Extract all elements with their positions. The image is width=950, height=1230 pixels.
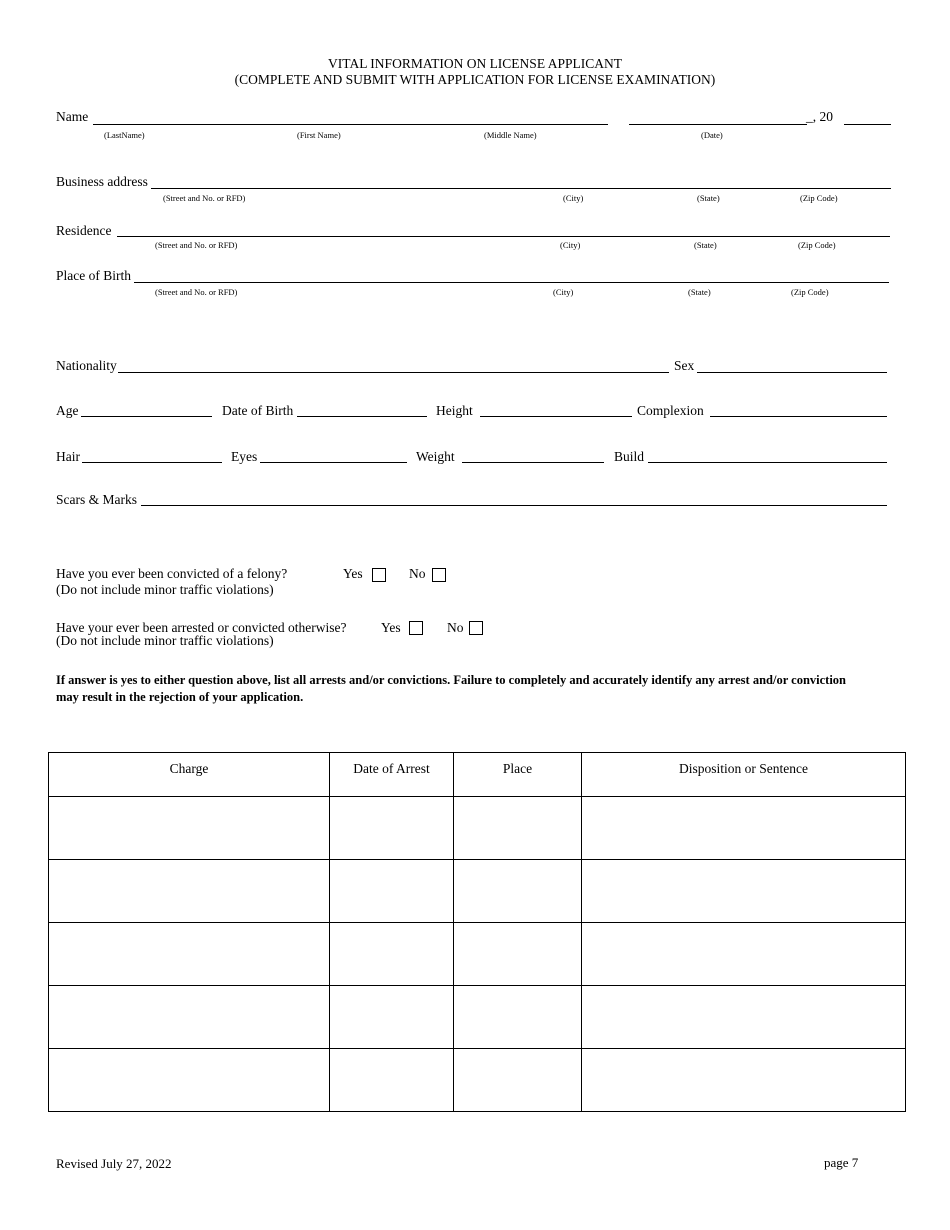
nationality-field[interactable] (118, 372, 669, 373)
table-row (49, 797, 906, 860)
felony-question-note: (Do not include minor traffic violations) (56, 582, 274, 597)
sublabel-middlename: (Middle Name) (484, 130, 537, 140)
complexion-field[interactable] (710, 416, 887, 417)
column-header-charge: Charge (49, 753, 330, 797)
disposition-cell[interactable] (582, 860, 906, 923)
sublabel-zip: (Zip Code) (798, 240, 836, 250)
sublabel-street: (Street and No. or RFD) (163, 193, 246, 203)
sublabel-date: (Date) (701, 130, 723, 140)
felony-no-label: No (409, 566, 426, 581)
residence-field[interactable] (117, 236, 890, 237)
column-header-place: Place (454, 753, 582, 797)
date-of-birth-field[interactable] (297, 416, 427, 417)
disposition-cell[interactable] (582, 1049, 906, 1112)
arrested-yes-label: Yes (381, 620, 401, 635)
revision-date: Revised July 27, 2022 (56, 1156, 172, 1171)
scars-marks-label: Scars & Marks (56, 492, 137, 507)
sublabel-city: (City) (553, 287, 574, 297)
place-of-birth-field[interactable] (134, 282, 889, 283)
eyes-label: Eyes (231, 449, 258, 464)
name-field[interactable] (93, 124, 608, 125)
disposition-cell[interactable] (582, 923, 906, 986)
sublabel-state: (State) (688, 287, 711, 297)
hair-label: Hair (56, 449, 80, 464)
sublabel-street: (Street and No. or RFD) (155, 240, 238, 250)
residence-label: Residence (56, 223, 112, 238)
year-prefix: _, 20 (806, 109, 833, 124)
page-number: page 7 (824, 1155, 859, 1170)
column-header-disposition: Disposition or Sentence (582, 753, 906, 797)
eyes-field[interactable] (260, 462, 407, 463)
place-cell[interactable] (454, 923, 582, 986)
felony-no-checkbox[interactable] (432, 568, 446, 582)
sublabel-zip: (Zip Code) (800, 193, 838, 203)
felony-yes-checkbox[interactable] (372, 568, 386, 582)
arrested-question: Have your ever been arrested or convicted otherwise? (56, 620, 347, 635)
charge-cell[interactable] (49, 923, 330, 986)
date-of-arrest-cell[interactable] (330, 986, 454, 1049)
build-field[interactable] (648, 462, 887, 463)
disposition-cell[interactable] (582, 986, 906, 1049)
felony-question: Have you ever been convicted of a felony? (56, 566, 288, 581)
arrested-no-checkbox[interactable] (469, 621, 483, 635)
sublabel-zip: (Zip Code) (791, 287, 829, 297)
place-cell[interactable] (454, 986, 582, 1049)
date-of-arrest-cell[interactable] (330, 923, 454, 986)
charge-cell[interactable] (49, 797, 330, 860)
table-header-row (49, 753, 906, 797)
table-row (49, 986, 906, 1049)
year-field[interactable] (844, 124, 891, 125)
height-field[interactable] (480, 416, 632, 417)
sublabel-state: (State) (694, 240, 717, 250)
arrest-table (48, 752, 906, 1112)
date-field[interactable] (629, 124, 807, 125)
date-of-arrest-cell[interactable] (330, 1049, 454, 1112)
sublabel-lastname: (LastName) (104, 130, 145, 140)
height-label: Height (436, 403, 473, 418)
date-of-arrest-cell[interactable] (330, 797, 454, 860)
date-of-birth-label: Date of Birth (222, 403, 294, 418)
charge-cell[interactable] (49, 986, 330, 1049)
arrested-no-label: No (447, 620, 464, 635)
build-label: Build (614, 449, 645, 464)
place-cell[interactable] (454, 797, 582, 860)
date-of-arrest-cell[interactable] (330, 860, 454, 923)
business-address-field[interactable] (151, 188, 891, 189)
arrested-question-note: (Do not include minor traffic violations) (56, 633, 274, 648)
sex-label: Sex (674, 358, 695, 373)
scars-marks-field[interactable] (141, 505, 887, 506)
table-row (49, 923, 906, 986)
weight-field[interactable] (462, 462, 604, 463)
place-of-birth-label: Place of Birth (56, 268, 131, 283)
table-row (49, 1049, 906, 1112)
sublabel-city: (City) (563, 193, 584, 203)
charge-cell[interactable] (49, 860, 330, 923)
weight-label: Weight (416, 449, 455, 464)
sex-field[interactable] (697, 372, 887, 373)
complexion-label: Complexion (637, 403, 704, 418)
disposition-cell[interactable] (582, 797, 906, 860)
form-subtitle: (COMPLETE AND SUBMIT WITH APPLICATION FOR LICENSE EXAMINATION) (234, 72, 716, 87)
sublabel-street: (Street and No. or RFD) (155, 287, 238, 297)
hair-field[interactable] (82, 462, 222, 463)
charge-cell[interactable] (49, 1049, 330, 1112)
arrested-yes-checkbox[interactable] (409, 621, 423, 635)
sublabel-city: (City) (560, 240, 581, 250)
sublabel-state: (State) (697, 193, 720, 203)
business-address-label: Business address (56, 174, 148, 189)
sublabel-firstname: (First Name) (297, 130, 341, 140)
age-field[interactable] (81, 416, 212, 417)
felony-yes-label: Yes (343, 566, 363, 581)
place-cell[interactable] (454, 860, 582, 923)
age-label: Age (56, 403, 79, 418)
arrest-instructions: If answer is yes to either question above, list all arrests and/or convictions. Failure to completely and accurately identify any arrest and/or conviction may result in the rejection of your application. (56, 673, 847, 704)
place-cell[interactable] (454, 1049, 582, 1112)
nationality-label: Nationality (56, 358, 117, 373)
table-row (49, 860, 906, 923)
name-label: Name (56, 109, 89, 124)
column-header-date-of-arrest: Date of Arrest (330, 753, 454, 797)
form-title: VITAL INFORMATION ON LICENSE APPLICANT (328, 56, 622, 71)
